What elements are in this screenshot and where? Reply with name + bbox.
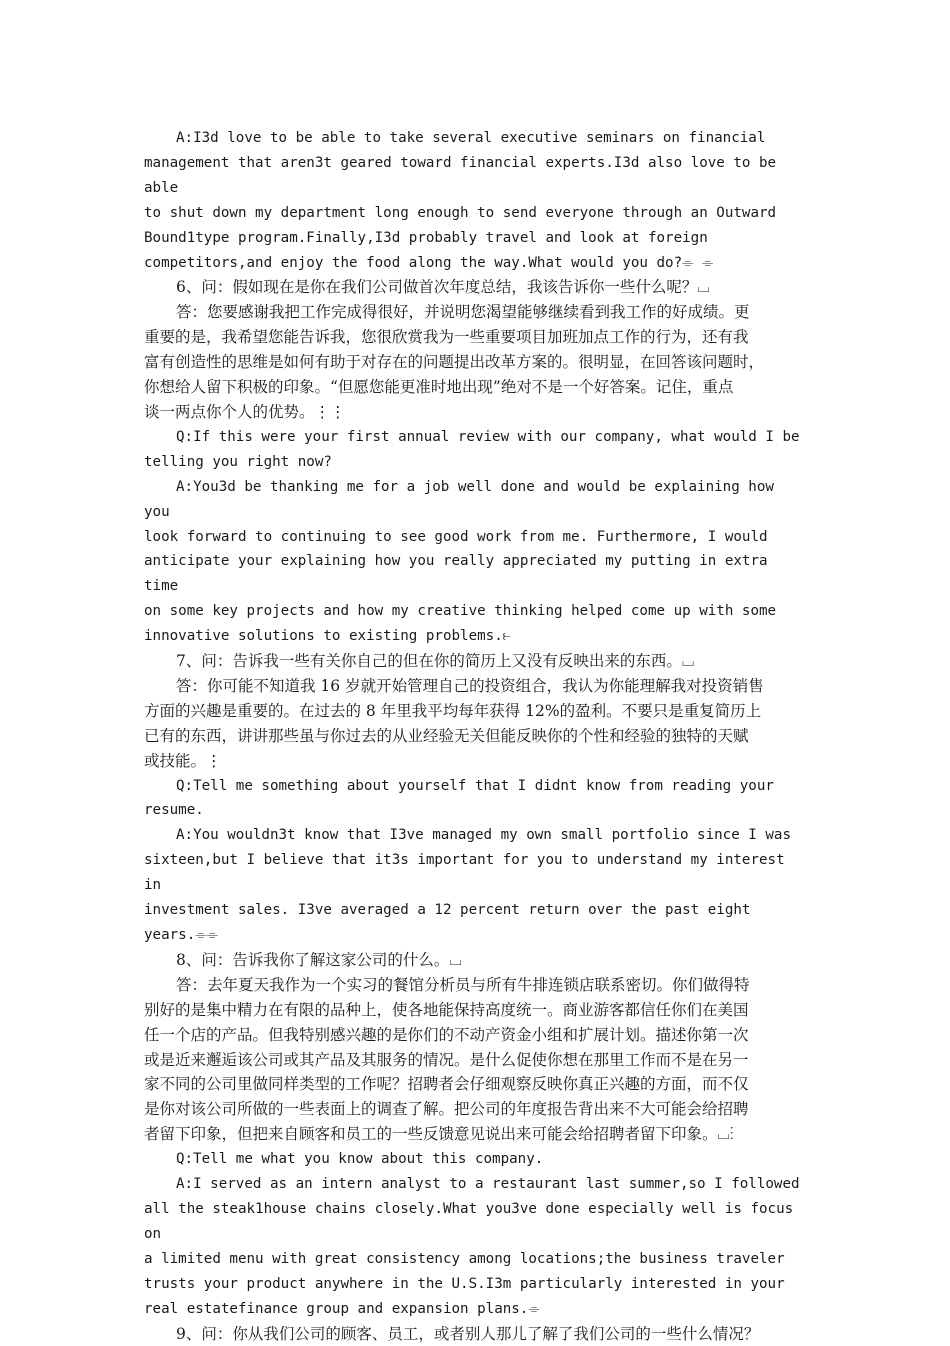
question-7-zh: 7、问：告诉我一些有关你自己的但在你的简历上又没有反映出来的东西。⌴	[144, 649, 808, 674]
answer-7-zh: 答：你可能不知道我 16 岁就开始管理自己的投资组合，我认为你能理解我对投资销售 方面的兴趣是重要的。在过去的 8 年里我平均每年获得 12%的盈利。不要只是重复简历上 已有的东西，讲讲那些虽与你过去的从业经验无关但能反映你的个性和经验的独特的天赋 或技能。⋮	[144, 674, 808, 774]
question-8-zh: 8、问：告诉我你了解这家公司的什么。⌴	[144, 948, 808, 973]
document-page	[144, 126, 808, 1346]
answer-8-en: A:I served as an intern analyst to a restaurant last summer,so I followed all the steak1house chains closely.What you3ve done especially well is focus on a limited menu with great consistency among locations;the business traveler trusts your product anywhere in the U.S.I3m particularly interested in your real estatefinance group and expansion plans.⌯	[144, 1172, 808, 1321]
answer-7-en: A:You wouldn3t know that I3ve managed my own small portfolio since I was sixteen,but I believe that it3s important for you to understand my interest in investment sales. I3ve averaged a 12 percent return over the past eight years.⌯⌯	[144, 823, 808, 948]
answer-6-zh: 答：您要感谢我把工作完成得很好，并说明您渴望能够继续看到我工作的好成绩。更 重要的是，我希望您能告诉我，您很欣赏我为一些重要项目加班加点工作的行为，还有我 富有创造性的思维是如何有助于对存在的问题提出改革方案的。很明显，在回答该问题时， 你想给人留下积极的印象。“但愿您能更准时地出现”绝对不是一个好答案。记住，重点 谈一两点你个人的优势。⋮⋮	[144, 300, 808, 425]
question-6-zh: 6、问：假如现在是你在我们公司做首次年度总结，我该告诉你一些什么呢？⌴	[144, 275, 808, 300]
answer-6-en: A:You3d be thanking me for a job well done and would be explaining how you look forward to continuing to see good work from me. Furthermore, I would anticipate your explaining how you really appreciated my putting in extra time on some key projects and how my creative thinking helped come up with some innovative solutions to existing problems.⥼	[144, 475, 808, 649]
question-9-zh: 9、问：你从我们公司的顾客、员工，或者别人那儿了解了我们公司的一些什么情况？	[144, 1322, 808, 1346]
answer-8-zh: 答：去年夏天我作为一个实习的餐馆分析员与所有牛排连锁店联系密切。你们做得特 别好的是集中精力在有限的品种上，使各地能保持高度统一。商业游客都信任你们在美国 任一个店的产品。但我特别感兴趣的是你们的不动产资金小组和扩展计划。描述你第一次 或是近来邂逅该公司或其产品及其服务的情况。是什么促使你想在那里工作而不是在另一 家不同的公司里做同样类型的工作呢？招聘者会仔细观察反映你真正兴趣的方面，而不仅 是你对该公司所做的一些表面上的调查了解。把公司的年度报告背出来不大可能会给招聘 者留下印象，但把来自顾客和员工的一些反馈意见说出来可能会给招聘者留下印象。⌴⋮	[144, 973, 808, 1147]
answer-paragraph-5-en: A:I3d love to be able to take several executive seminars on financial management that aren3t geared toward financial experts.I3d also love to be able to shut down my department long enough to send everyone through an Outward Bound1type program.Finally,I3d probably travel and look at foreign competitors,and enjoy the food along the way.What would you do?⌯ ⌯	[144, 126, 808, 275]
question-7-en: Q:Tell me something about yourself that I didnt know from reading your resume.	[144, 774, 808, 824]
question-6-en: Q:If this were your first annual review with our company, what would I be telling you right now?	[144, 425, 808, 475]
question-8-en: Q:Tell me what you know about this company.	[144, 1147, 808, 1172]
